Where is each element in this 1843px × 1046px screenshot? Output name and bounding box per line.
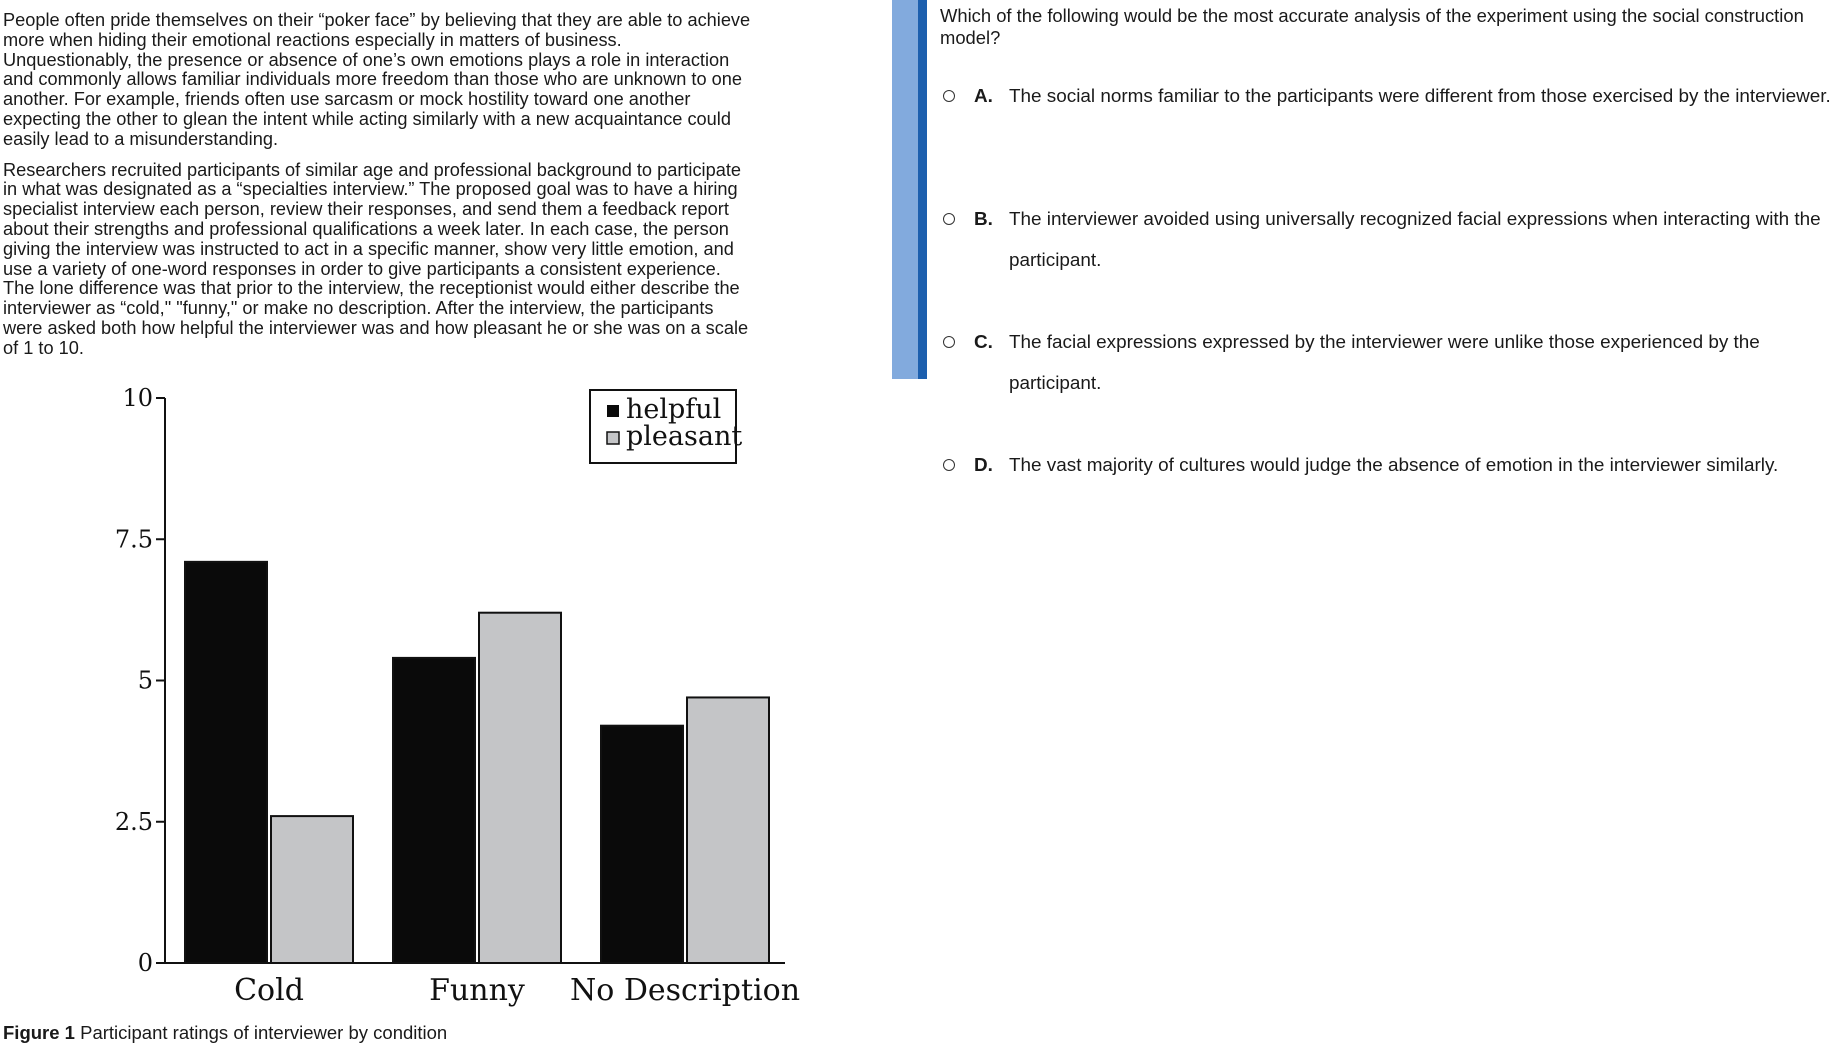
- bar-helpful-no-description: [601, 726, 683, 963]
- radio-button-a[interactable]: [943, 90, 955, 102]
- y-tick-label: 0: [137, 949, 153, 977]
- y-tick-label: 10: [122, 384, 153, 412]
- choice-text-c: The facial expressions expressed by the interviewer were unlike those experienced by the participant.: [1009, 332, 1760, 394]
- bar-helpful-cold: [185, 562, 267, 963]
- pane-divider[interactable]: [892, 0, 918, 379]
- x-category-label: No Description: [569, 973, 801, 1008]
- bar-chart: [0, 320, 801, 1008]
- choice-letter-a: A.: [974, 86, 993, 107]
- y-tick-label: 7.5: [114, 525, 153, 554]
- passage-paragraph-2: Researchers recruited participants of similar age and professional background to participate in what was designated as a “specialties interview.” The proposed goal was to have a hiring specialist interview each person, review their responses, and send them a feedback report about their strengths and professional qualifications a week later. In each case, the person giving the interview was instructed to act in a specific manner, show very little emotion, and use a variety of one-word responses in order to give participants a consistent experience. The lone difference was that prior to the interview, the receptionist would either describe the interviewer as “cold," "funny," or make no description. After the interview, the participants were asked both how helpful the interviewer was and how pleasant he or she was on a scale of 1 to 10.: [3, 159, 749, 358]
- figure-label: Figure 1: [3, 1022, 75, 1043]
- choice-text-d: The vast majority of cultures would judge the absence of emotion in the interviewer similarly.: [1009, 455, 1779, 476]
- passage-paragraph-1: People often pride themselves on their “poker face” by believing that they are able to achieve more when hiding their emotional reactions especially in matters of business. Unquestionably, the presence or absence of one’s own emotions plays a role in interaction and commonly allows familiar individuals more freedom than those who are unknown to one another. For example, friends often use sarcasm or mock hostility toward one another expecting the other to glean the intent while acting similarly with a new acquaintance could easily lead to a misunderstanding.: [3, 10, 751, 149]
- pane-divider-edge: [918, 0, 927, 379]
- legend-label-helpful: helpful: [626, 394, 722, 425]
- radio-button-d[interactable]: [943, 459, 955, 471]
- legend-label-pleasant: pleasant: [626, 421, 743, 452]
- bar-pleasant-no-description: [687, 697, 769, 963]
- choice-letter-d: D.: [974, 455, 993, 476]
- bar-pleasant-funny: [479, 613, 561, 963]
- x-category-label: Cold: [234, 973, 304, 1008]
- choice-letter-c: C.: [974, 332, 993, 353]
- x-category-label: Funny: [429, 973, 525, 1008]
- figure-caption: [3, 1022, 447, 1044]
- question-stem: Which of the following would be the most accurate analysis of the experiment using the social construction model?: [940, 5, 1804, 48]
- figure-caption-text: Participant ratings of interviewer by condition: [80, 1022, 448, 1043]
- chart-legend: [590, 390, 742, 463]
- choice-letter-b: B.: [974, 209, 993, 230]
- y-tick-label: 2.5: [114, 807, 153, 836]
- passage: [3, 11, 751, 370]
- legend-swatch-helpful: [607, 405, 619, 417]
- radio-button-b[interactable]: [943, 213, 955, 225]
- radio-button-c[interactable]: [943, 336, 955, 348]
- choice-text-a: The social norms familiar to the participants were different from those exercised by the interviewer.: [1009, 86, 1831, 107]
- choice-text-b: The interviewer avoided using universally recognized facial expressions when interacting with the participant.: [1009, 209, 1821, 271]
- y-tick-label: 5: [137, 666, 153, 695]
- bar-helpful-funny: [393, 658, 475, 963]
- bar-chart-svg: [0, 320, 801, 1008]
- bar-pleasant-cold: [271, 816, 353, 963]
- legend-swatch-pleasant: [607, 432, 619, 444]
